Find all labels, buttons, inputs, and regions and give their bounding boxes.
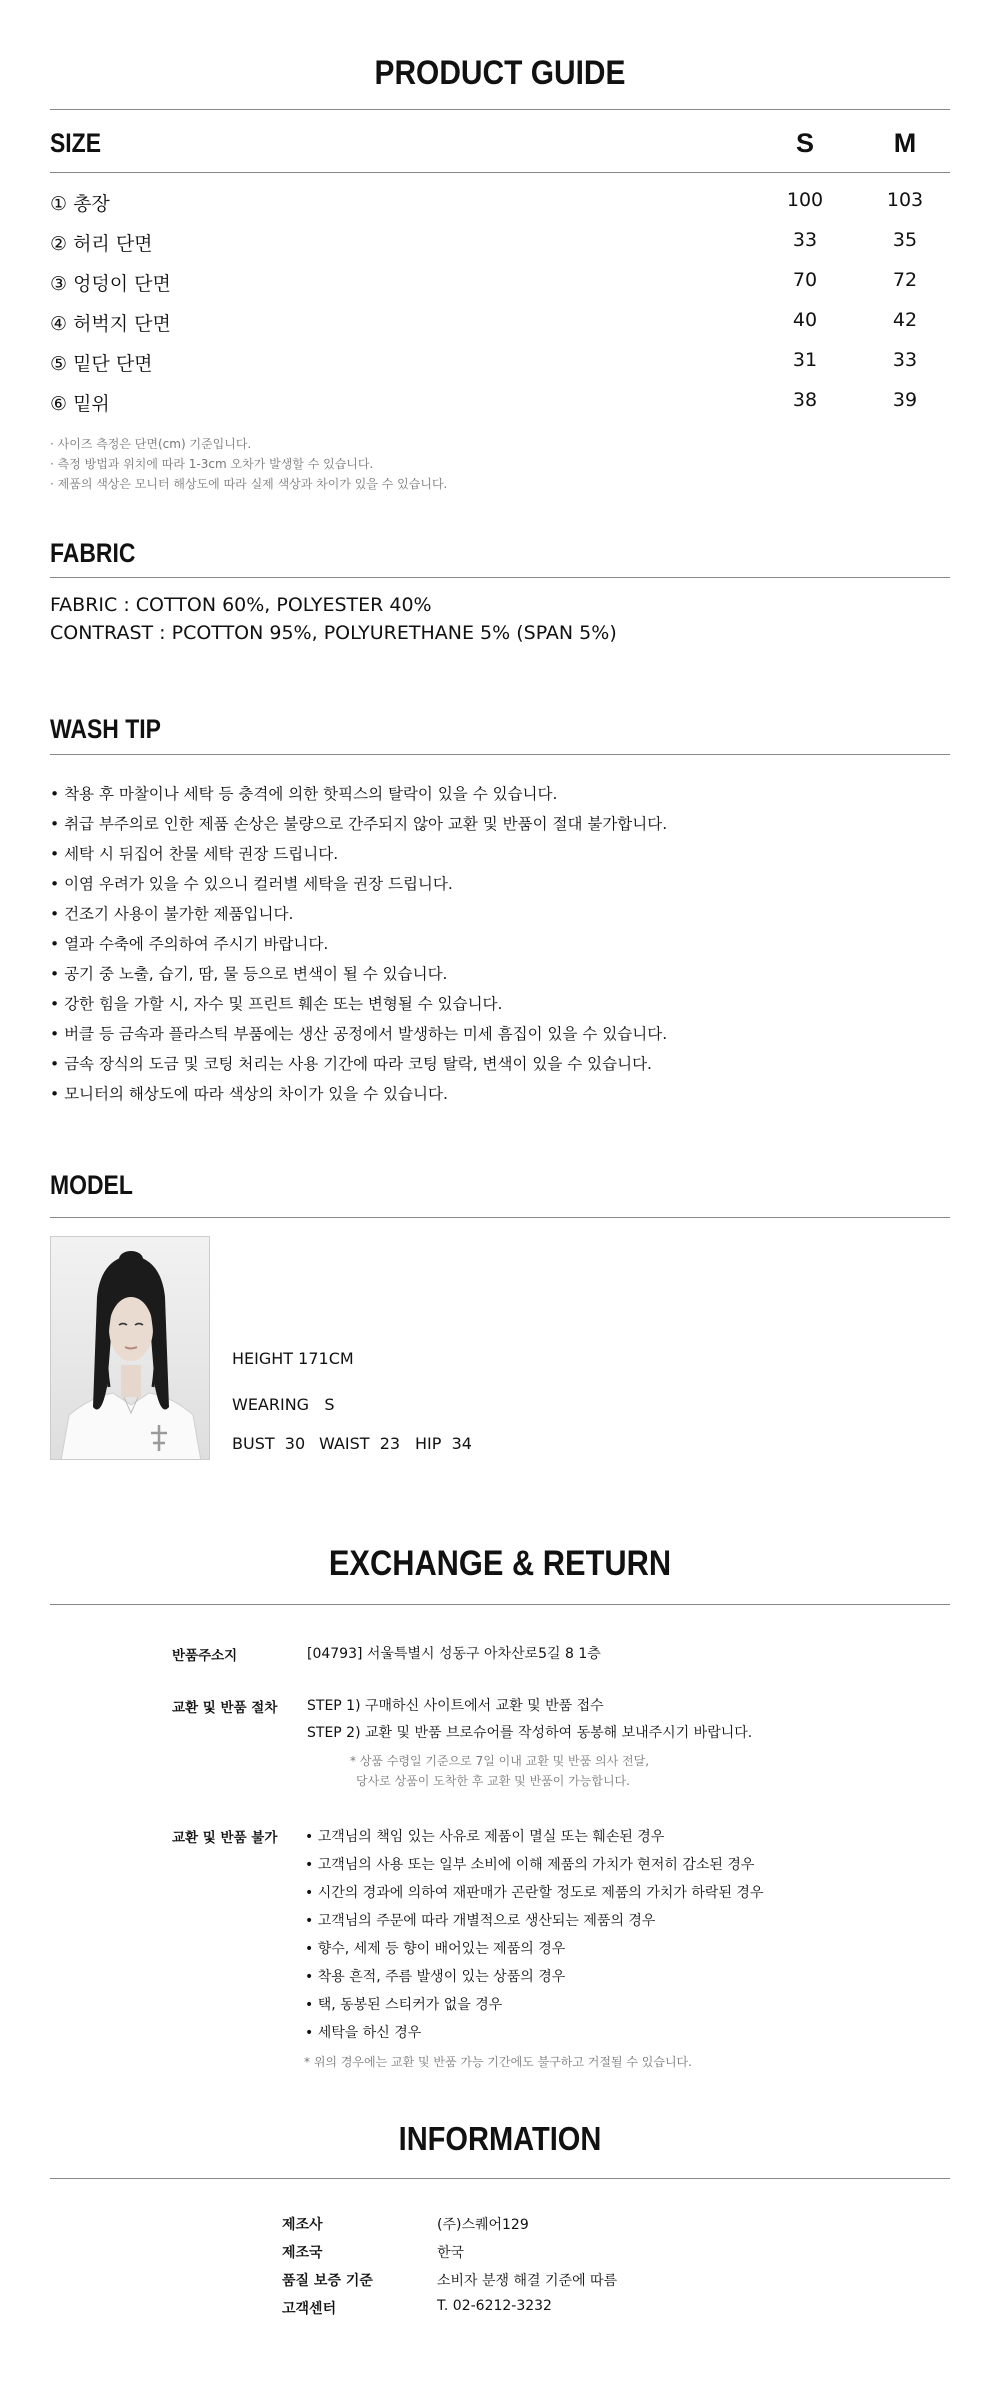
model-title: MODEL xyxy=(50,1170,133,1200)
refuse-note: * 위의 경우에는 교환 및 반품 가능 기간에도 불구하고 거절될 수 있습니다. xyxy=(304,2055,692,2069)
info-label: 품질 보증 기준 xyxy=(282,2273,373,2289)
size-row-label: ③ 엉덩이 단면 xyxy=(50,273,171,295)
process-label: 교환 및 반품 절차 xyxy=(172,1700,278,1716)
process-step-1: STEP 1) 구매하신 사이트에서 교환 및 반품 접수 xyxy=(307,1698,604,1714)
refuse-item: • 시간의 경과에 의하여 재판매가 곤란할 정도로 제품의 가치가 하락된 경우 xyxy=(305,1885,764,1901)
refuse-item: • 세탁을 하신 경우 xyxy=(305,2025,422,2041)
size-row xyxy=(50,349,950,389)
information-title: INFORMATION xyxy=(398,2120,602,2157)
product-guide-title: PRODUCT GUIDE xyxy=(374,54,626,92)
wash-item: • 취급 부주의로 인한 제품 손상은 불량으로 간주되지 않아 교환 및 반품이 절대 불가합니다. xyxy=(50,815,668,833)
wash-item: • 모니터의 해상도에 따라 색상의 차이가 있을 수 있습니다. xyxy=(50,1085,448,1103)
process-step-2: STEP 2) 교환 및 반품 브로슈어를 작성하여 동봉해 보내주시기 바랍니다. xyxy=(307,1725,753,1741)
refuse-item: • 택, 동봉된 스티커가 없을 경우 xyxy=(305,1997,503,2013)
size-note: · 사이즈 측정은 단면(cm) 기준입니다. xyxy=(50,437,252,451)
fabric-title: FABRIC xyxy=(50,538,136,568)
size-value-s: 38 xyxy=(792,389,818,411)
model-hip: HIP 34 xyxy=(415,1434,472,1453)
size-note: · 제품의 색상은 모니터 해상도에 따라 실제 색상과 차이가 있을 수 있습니다. xyxy=(50,477,448,491)
size-row-label: ① 총장 xyxy=(50,193,110,215)
info-value: 한국 xyxy=(437,2245,465,2261)
size-header-rule xyxy=(50,172,950,173)
refuse-item: • 고객님의 주문에 따라 개별적으로 생산되는 제품의 경우 xyxy=(305,1913,656,1929)
size-row xyxy=(50,269,950,309)
wash-item: • 버클 등 금속과 플라스틱 부품에는 생산 공정에서 발생하는 미세 흠집이 있을 수 있습니다. xyxy=(50,1025,668,1043)
return-address: [04793] 서울특별시 성동구 아차산로5길 8 1층 xyxy=(307,1646,601,1662)
size-row-label: ⑥ 밑위 xyxy=(50,393,110,415)
info-value: (주)스퀘어129 xyxy=(437,2217,529,2233)
guide-top-rule xyxy=(50,109,950,110)
exchange-title: EXCHANGE & RETURN xyxy=(328,1544,672,1583)
model-illustration xyxy=(51,1237,210,1460)
info-value: T. 02-6212-3232 xyxy=(437,2298,552,2314)
size-note: · 측정 방법과 위치에 따라 1-3cm 오차가 발생할 수 있습니다. xyxy=(50,457,374,471)
model-bust: BUST 30 xyxy=(232,1434,306,1453)
wash-item: • 열과 수축에 주의하여 주시기 바랍니다. xyxy=(50,935,329,953)
size-value-s: 100 xyxy=(786,189,824,211)
size-row-label: ⑤ 밑단 단면 xyxy=(50,353,153,375)
refuse-item: • 고객님의 책임 있는 사유로 제품이 멸실 또는 훼손된 경우 xyxy=(305,1829,665,1845)
info-label: 고객센터 xyxy=(282,2301,337,2317)
size-row xyxy=(50,309,950,349)
size-value-s: 40 xyxy=(792,309,818,331)
fabric-rule xyxy=(50,577,950,578)
size-value-m: 39 xyxy=(892,389,918,411)
wash-rule xyxy=(50,754,950,755)
wash-item: • 세탁 시 뒤집어 찬물 세탁 권장 드립니다. xyxy=(50,845,339,863)
information-rule xyxy=(50,2178,950,2179)
size-value-s: 33 xyxy=(792,229,818,251)
info-label: 제조사 xyxy=(282,2217,323,2233)
size-header: SIZE xyxy=(50,128,102,158)
model-wearing: WEARING S xyxy=(232,1395,335,1414)
size-value-s: 31 xyxy=(792,349,818,371)
wash-item: • 공기 중 노출, 습기, 땀, 물 등으로 변색이 될 수 있습니다. xyxy=(50,965,448,983)
refuse-item: • 착용 흔적, 주름 발생이 있는 상품의 경우 xyxy=(305,1969,566,1985)
process-note: * 상품 수령일 기준으로 7일 이내 교환 및 반품 의사 전달, xyxy=(350,1754,650,1768)
size-value-s: 70 xyxy=(792,269,818,291)
size-row-label: ④ 허벅지 단면 xyxy=(50,313,171,335)
refuse-item: • 향수, 세제 등 향이 배어있는 제품의 경우 xyxy=(305,1941,566,1957)
model-rule xyxy=(50,1217,950,1218)
wash-item: • 이염 우려가 있을 수 있으니 컬러별 세탁을 권장 드립니다. xyxy=(50,875,453,893)
wash-item: • 건조기 사용이 불가한 제품입니다. xyxy=(50,905,294,923)
size-col-s: S xyxy=(795,128,814,158)
wash-item: • 강한 힘을 가할 시, 자수 및 프린트 훼손 또는 변형될 수 있습니다. xyxy=(50,995,503,1013)
wash-title: WASH TIP xyxy=(50,714,161,744)
info-value: 소비자 분쟁 해결 기준에 따름 xyxy=(437,2273,618,2289)
refuse-item: • 고객님의 사용 또는 일부 소비에 이해 제품의 가치가 현저히 감소된 경우 xyxy=(305,1857,755,1873)
model-height: HEIGHT 171CM xyxy=(232,1349,354,1368)
size-value-m: 72 xyxy=(892,269,918,291)
size-row xyxy=(50,189,950,229)
return-address-label: 반품주소지 xyxy=(172,1648,238,1664)
size-row xyxy=(50,389,950,429)
size-value-m: 42 xyxy=(892,309,918,331)
model-waist: WAIST 23 xyxy=(319,1434,401,1453)
size-row xyxy=(50,229,950,269)
size-col-m: M xyxy=(893,128,917,158)
size-value-m: 103 xyxy=(886,189,924,211)
wash-item: • 금속 장식의 도금 및 코팅 처리는 사용 기간에 따라 코팅 탈락, 변색이 있을 수 있습니다. xyxy=(50,1055,652,1073)
size-row-label: ② 허리 단면 xyxy=(50,233,153,255)
model-photo xyxy=(50,1236,210,1460)
info-label: 제조국 xyxy=(282,2245,323,2261)
fabric-main: FABRIC : COTTON 60%, POLYESTER 40% xyxy=(50,594,432,616)
wash-item: • 착용 후 마찰이나 세탁 등 충격에 의한 핫픽스의 탈락이 있을 수 있습니다. xyxy=(50,785,558,803)
refuse-label: 교환 및 반품 불가 xyxy=(172,1830,278,1846)
size-value-m: 33 xyxy=(892,349,918,371)
process-note: 당사로 상품이 도착한 후 교환 및 반품이 가능합니다. xyxy=(356,1774,630,1788)
exchange-rule xyxy=(50,1604,950,1605)
size-value-m: 35 xyxy=(892,229,918,251)
fabric-contrast: CONTRAST : PCOTTON 95%, POLYURETHANE 5% (SPAN 5%) xyxy=(50,622,617,644)
